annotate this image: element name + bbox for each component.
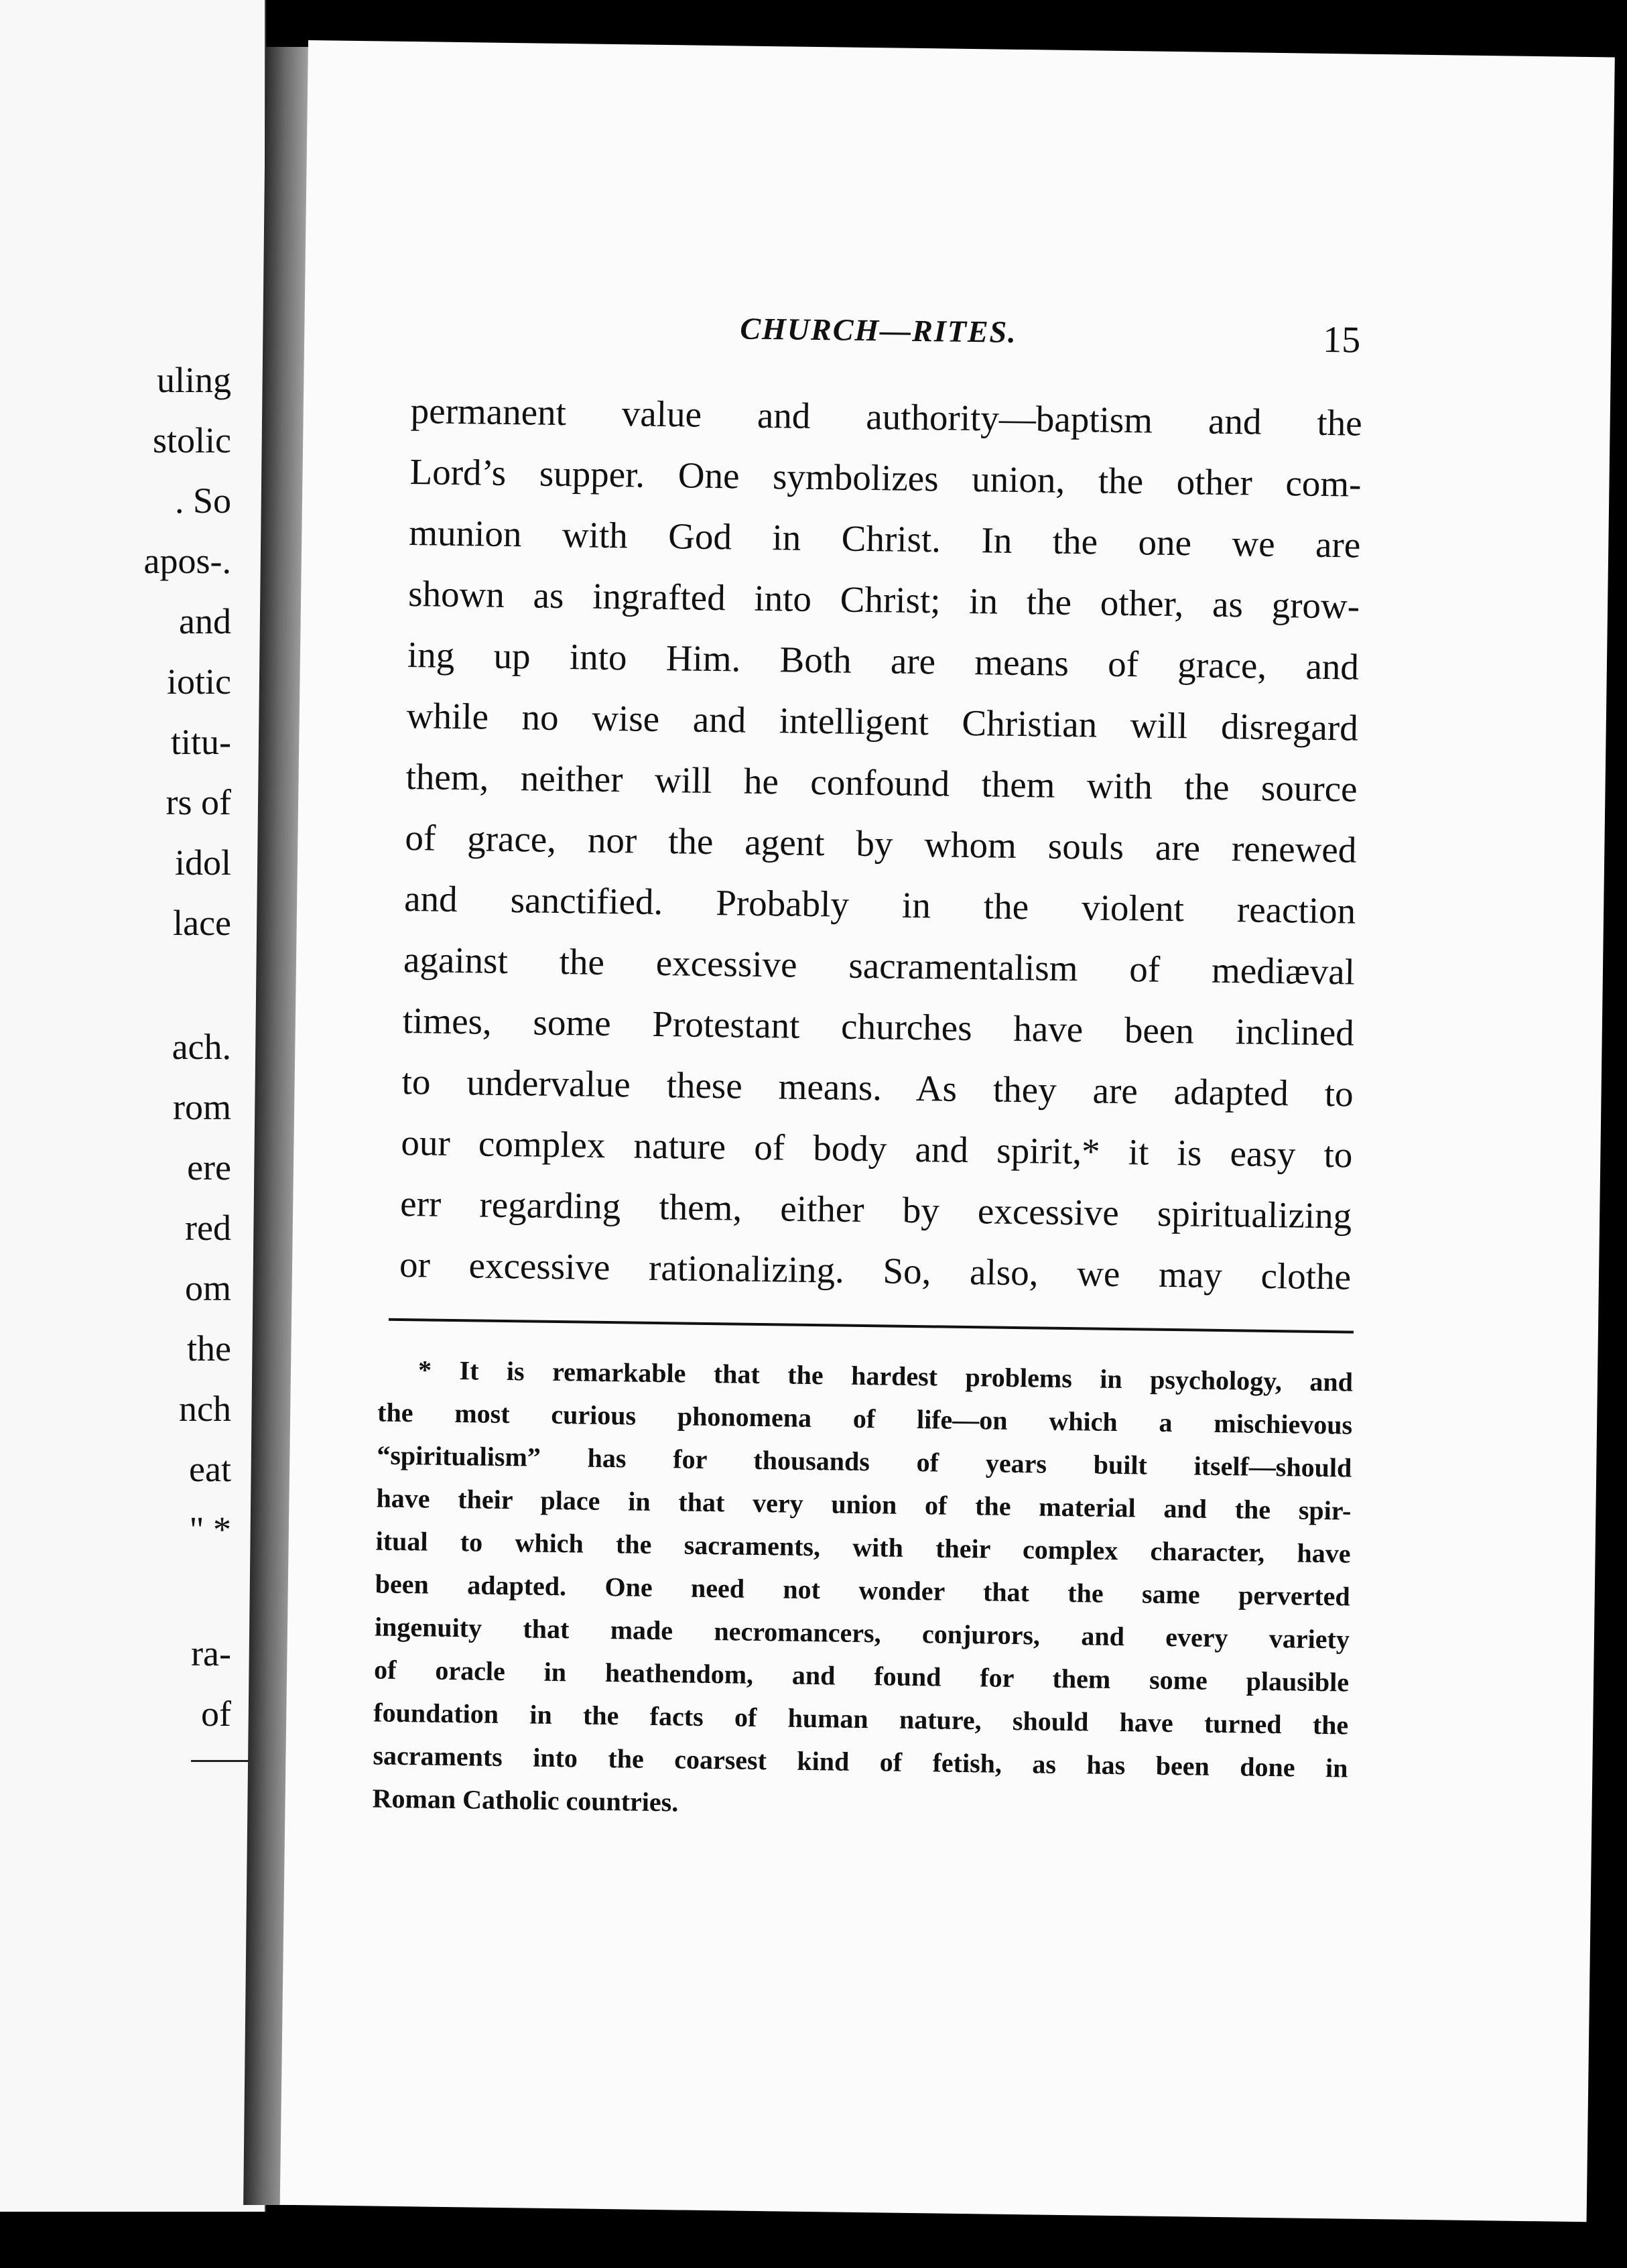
body-line: them, neither will he confound them with the source <box>405 756 1358 810</box>
body-line: of grace, nor the agent by whom souls are renewed <box>405 816 1357 871</box>
left-fragment: ra- <box>191 1633 231 1674</box>
footnote-line: of oracle in heathendom, and found for them some plausible <box>373 1654 1350 1698</box>
body-line: to undervalue these means. As they are adapted to <box>401 1060 1354 1115</box>
body-line: or excessive rationalizing. So, also, we may clothe <box>399 1243 1352 1298</box>
body-line: munion with God in Christ. In the one we are <box>408 512 1361 566</box>
left-fragment: eat <box>189 1449 231 1489</box>
left-fragment: titu- <box>171 722 231 762</box>
body-line: against the excessive sacramentalism of mediæval <box>403 938 1356 993</box>
body-line: permanent value and authority—baptism and the <box>410 390 1363 444</box>
left-fragment: uling <box>156 360 231 400</box>
body-line: Lord’s supper. One symbolizes union, the other com- <box>409 451 1362 505</box>
body-line: times, some Protestant churches have been inclined <box>402 999 1355 1054</box>
left-fragment: om <box>184 1268 231 1308</box>
left-fragment: " * <box>189 1509 231 1550</box>
left-fragment: . So <box>174 481 231 521</box>
right-page <box>280 40 1615 2222</box>
left-fragment: lace <box>173 903 231 943</box>
footnote-line: ingenuity that made necromancers, conjurors, and every variety <box>374 1611 1350 1655</box>
footnote-line: sacraments into the coarsest kind of fetish, as has been done in <box>373 1740 1348 1783</box>
left-fragment: rs of <box>166 782 231 822</box>
body-line: while no wise and intelligent Christian will disregard <box>406 695 1359 749</box>
page-number: 15 <box>1322 318 1361 361</box>
left-fragment: of <box>201 1694 231 1734</box>
body-line: and sanctified. Probably in the violent reaction <box>403 877 1356 932</box>
left-fragment: apos-. <box>143 541 231 581</box>
left-fragment: idol <box>174 842 231 883</box>
left-footnote-rule <box>191 1760 251 1762</box>
left-page-fragment <box>0 0 266 2212</box>
footnote-line: have their place in that very union of the material and the spir- <box>376 1483 1352 1526</box>
body-line: err regarding them, either by excessive spiritualizing <box>399 1182 1352 1237</box>
body-line: shown as ingrafted into Christ; in the other, as grow- <box>407 573 1360 627</box>
footnote <box>372 1348 1353 1833</box>
left-fragment: ere <box>187 1147 231 1188</box>
footnote-line: * It is remarkable that the hardest problems in psychology, and <box>417 1354 1354 1397</box>
left-fragment: iotic <box>167 662 231 702</box>
footnote-line: been adapted. One need not wonder that the same perverted <box>375 1568 1351 1612</box>
left-fragment: and <box>179 601 231 641</box>
body-text <box>399 380 1363 1307</box>
footnote-line: the most curious phonomena of life—on which a mischievous <box>377 1397 1353 1440</box>
running-head: CHURCH—RITES. <box>740 311 1018 349</box>
footnote-rule <box>389 1318 1354 1334</box>
footnote-line: itual to which the sacraments, with their complex character, have <box>375 1525 1351 1569</box>
left-fragment: nch <box>179 1389 231 1429</box>
left-fragment: stolic <box>153 420 231 460</box>
left-fragment: rom <box>173 1087 231 1127</box>
left-fragment: the <box>187 1328 231 1369</box>
footnote-line: Roman Catholic countries. <box>372 1783 679 1818</box>
footnote-line: foundation in the facts of human nature, should have turned the <box>373 1697 1349 1741</box>
left-fragment: ach. <box>172 1027 231 1067</box>
footnote-line: “spiritualism” has for thousands of years built itself—should <box>377 1440 1352 1483</box>
body-line: ing up into Him. Both are means of grace, and <box>407 634 1360 688</box>
body-line: our complex nature of body and spirit,* it is easy to <box>401 1121 1353 1176</box>
left-fragment: red <box>185 1208 231 1248</box>
